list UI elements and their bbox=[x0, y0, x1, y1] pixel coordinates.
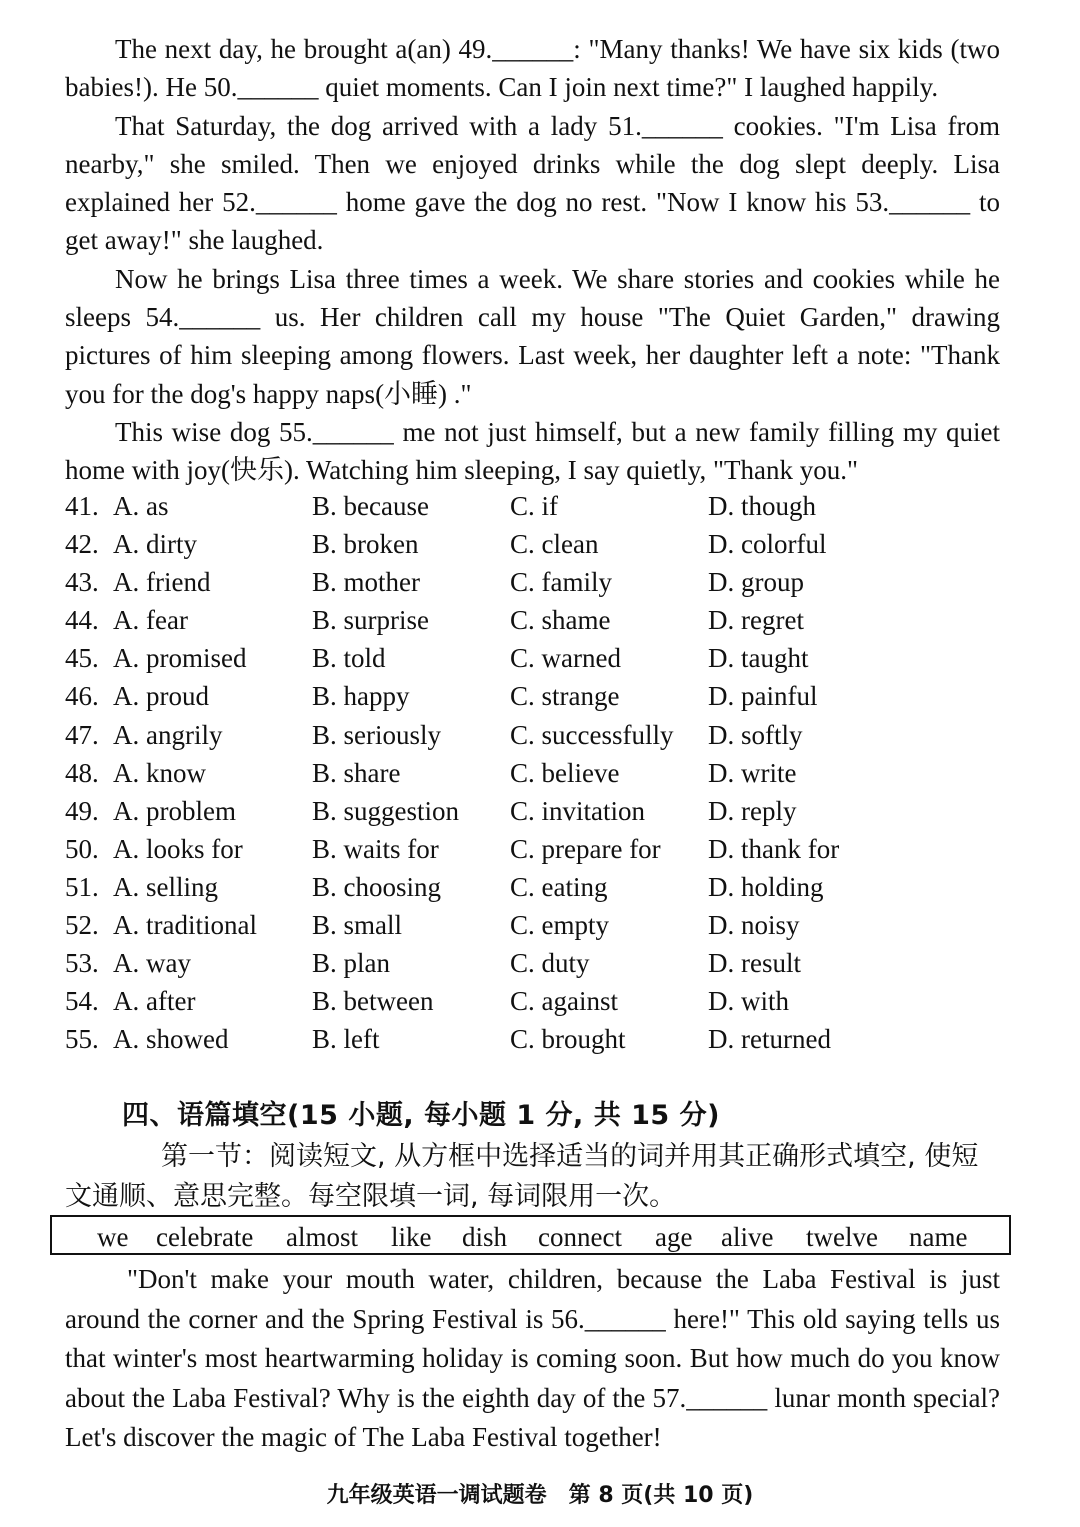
question-number: 41. bbox=[65, 491, 99, 521]
question-number: 43. bbox=[65, 567, 99, 598]
question-number: 44. bbox=[65, 605, 99, 636]
option-a: A. dirty bbox=[113, 529, 197, 560]
option-c: C. strange bbox=[510, 681, 620, 712]
option-c: C. against bbox=[510, 986, 618, 1017]
option-c: C. if bbox=[510, 491, 559, 521]
option-d: D. holding bbox=[708, 871, 824, 902]
option-b: B. waits for bbox=[312, 833, 439, 864]
question-number: 51. bbox=[65, 871, 99, 902]
option-b: B. broken bbox=[312, 529, 419, 560]
option-row bbox=[65, 716, 1000, 754]
question-number: 42. bbox=[65, 529, 99, 560]
question-number: 49. bbox=[65, 795, 99, 826]
word-bank-item: almost bbox=[286, 1222, 358, 1252]
option-row bbox=[65, 563, 1000, 601]
question-number: 47. bbox=[65, 719, 99, 750]
option-c: C. prepare for bbox=[510, 833, 661, 864]
option-b: B. happy bbox=[312, 681, 410, 712]
option-b: B. plan bbox=[312, 948, 390, 979]
question-number: 45. bbox=[65, 643, 99, 674]
option-row bbox=[65, 868, 1000, 906]
option-row bbox=[65, 677, 1000, 715]
option-b: B. share bbox=[312, 757, 401, 788]
option-c: C. brought bbox=[510, 1024, 626, 1055]
option-b: B. mother bbox=[312, 567, 420, 598]
option-b: B. seriously bbox=[312, 719, 442, 750]
option-d: D. returned bbox=[708, 1024, 831, 1055]
option-d: D. painful bbox=[708, 681, 818, 712]
option-a: A. traditional bbox=[113, 910, 257, 941]
option-d: D. taught bbox=[708, 643, 809, 674]
option-a: A. promised bbox=[113, 643, 247, 674]
option-a: A. selling bbox=[113, 871, 218, 902]
option-d: D. with bbox=[708, 986, 789, 1017]
option-a: A. problem bbox=[113, 795, 236, 826]
word-bank-item: name bbox=[909, 1222, 968, 1252]
option-d: D. reply bbox=[708, 795, 797, 826]
option-b: B. small bbox=[312, 910, 403, 941]
option-d: D. write bbox=[708, 757, 797, 788]
word-bank-item: twelve bbox=[806, 1222, 878, 1252]
paragraph-1: The next day, he brought a(an) 49.______: "Many thanks! We have six kids (two babies!). He 50.______ quiet moments. Can I join next time?" I laughed happily. bbox=[65, 34, 1000, 103]
option-a: A. proud bbox=[113, 681, 209, 712]
question-number: 54. bbox=[65, 986, 99, 1017]
cloze-passage-continued bbox=[65, 30, 1000, 490]
option-d: D. though bbox=[708, 491, 816, 521]
option-a: A. looks for bbox=[113, 833, 243, 864]
laba-passage bbox=[65, 1260, 1000, 1458]
section-4-title: 四、语篇填空(15 小题, 每小题 1 分, 共 15 分) bbox=[122, 1100, 720, 1131]
option-b: B. left bbox=[312, 1024, 380, 1055]
section-4-instruction bbox=[65, 1137, 1000, 1217]
option-c: C. family bbox=[510, 567, 612, 598]
option-row bbox=[65, 982, 1000, 1020]
word-bank-item: celebrate bbox=[156, 1222, 254, 1252]
word-bank-item: alive bbox=[721, 1222, 774, 1252]
option-row bbox=[65, 1020, 1000, 1058]
option-d: D. thank for bbox=[708, 833, 840, 864]
option-a: A. as bbox=[113, 491, 169, 521]
option-c: C. empty bbox=[510, 910, 609, 941]
option-d: D. noisy bbox=[708, 910, 800, 941]
option-row bbox=[65, 487, 1000, 525]
paragraph-2: That Saturday, the dog arrived with a lady 51.______ cookies. "I'm Lisa from nearby," she smiled. Then we enjoyed drinks while the dog slept deeply. Lisa explained her 52.______ home gave the dog no rest. "Now I know his 53.______ to get away!" she laughed. bbox=[65, 110, 1000, 256]
option-a: A. showed bbox=[113, 1024, 229, 1055]
question-number: 46. bbox=[65, 681, 99, 712]
option-a: A. know bbox=[113, 757, 206, 788]
option-c: C. shame bbox=[510, 605, 611, 636]
question-number: 52. bbox=[65, 910, 99, 941]
option-d: D. softly bbox=[708, 719, 803, 750]
option-b: B. between bbox=[312, 986, 434, 1017]
instruction-text: 第一节：阅读短文, 从方框中选择适当的词并用其正确形式填空, 使短文通顺、意思完整。每空限填一词, 每词限用一次。 bbox=[65, 1141, 979, 1212]
option-a: A. angrily bbox=[113, 719, 223, 750]
option-a: A. after bbox=[113, 986, 196, 1017]
option-c: C. believe bbox=[510, 757, 620, 788]
option-c: C. successfully bbox=[510, 719, 674, 750]
laba-paragraph-1: "Don't make your mouth water, children, because the Laba Festival is just around the corner and the Spring Festival is 56.______ here!" This old saying tells us that winter's most heartwarming holiday is coming soon. But how much do you know about the Laba Festival? Why is the eighth day of the 57.______ lunar month special? Let's discover the magic of The Laba Festival together! bbox=[65, 1264, 1000, 1453]
answer-options-list bbox=[65, 487, 1000, 1058]
word-bank-item: connect bbox=[538, 1222, 622, 1252]
option-d: D. regret bbox=[708, 605, 804, 636]
question-number: 50. bbox=[65, 833, 99, 864]
paragraph-3: Now he brings Lisa three times a week. We share stories and cookies while he sleeps 54.______ us. Her children call my house "The Quiet Garden," drawing pictures of him sleeping among flowers. Last week, her daughter left a note: "Thank you for the dog's happy naps(小睡) ." bbox=[65, 263, 1000, 409]
option-row bbox=[65, 639, 1000, 677]
option-b: B. because bbox=[312, 491, 429, 521]
option-d: D. result bbox=[708, 948, 801, 979]
option-a: A. fear bbox=[113, 605, 188, 636]
option-d: D. group bbox=[708, 567, 804, 598]
option-b: B. suggestion bbox=[312, 795, 460, 826]
question-number: 55. bbox=[65, 1024, 99, 1055]
option-a: A. way bbox=[113, 948, 191, 979]
option-a: A. friend bbox=[113, 567, 211, 598]
option-c: C. warned bbox=[510, 643, 621, 674]
question-number: 53. bbox=[65, 948, 99, 979]
option-row bbox=[65, 830, 1000, 868]
option-d: D. colorful bbox=[708, 529, 827, 560]
option-c: C. duty bbox=[510, 948, 590, 979]
page-footer: 九年级英语一调试题卷 第 8 页(共 10 页) bbox=[326, 1483, 754, 1508]
word-bank-item: like bbox=[391, 1222, 432, 1252]
option-row bbox=[65, 792, 1000, 830]
option-row bbox=[65, 601, 1000, 639]
option-b: B. surprise bbox=[312, 605, 429, 636]
word-bank-box bbox=[50, 1215, 1011, 1255]
word-bank-item: we bbox=[97, 1222, 129, 1252]
option-b: B. choosing bbox=[312, 871, 442, 902]
word-bank-item: age bbox=[655, 1222, 693, 1252]
option-c: C. clean bbox=[510, 529, 599, 560]
option-row bbox=[65, 944, 1000, 982]
question-number: 48. bbox=[65, 757, 99, 788]
option-row bbox=[65, 754, 1000, 792]
option-row bbox=[65, 525, 1000, 563]
option-b: B. told bbox=[312, 643, 386, 674]
paragraph-4: This wise dog 55.______ me not just himself, but a new family filling my quiet home with joy(快乐). Watching him sleeping, I say quietly, "Thank you." bbox=[65, 416, 1000, 486]
option-c: C. eating bbox=[510, 871, 608, 902]
word-bank-item: dish bbox=[462, 1222, 508, 1252]
option-c: C. invitation bbox=[510, 795, 645, 826]
option-row bbox=[65, 906, 1000, 944]
